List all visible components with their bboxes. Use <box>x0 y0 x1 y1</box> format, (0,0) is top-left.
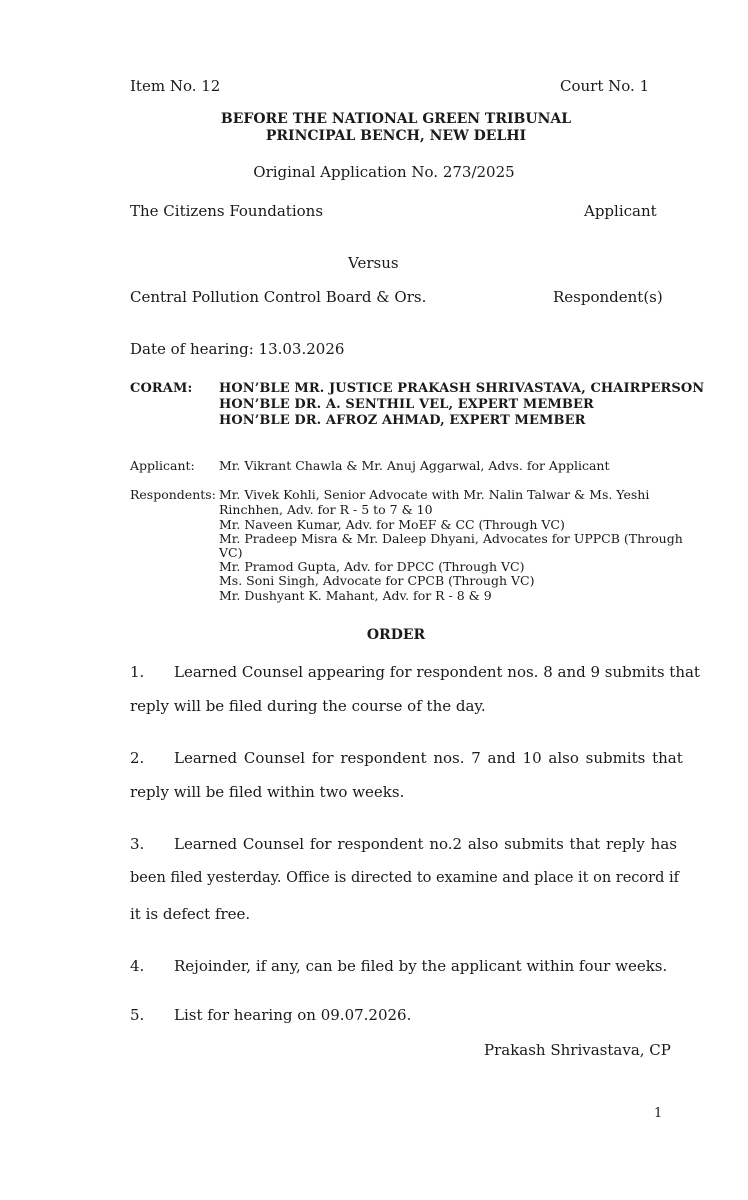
hearing-date: Date of hearing: 13.03.2026 <box>130 340 345 358</box>
paragraph-number: 2. <box>130 749 145 767</box>
applicant-name: The Citizens Foundations <box>130 202 324 220</box>
coram-label: CORAM: <box>130 381 193 396</box>
order-heading: ORDER <box>366 627 426 643</box>
applicant-appearance-label: Applicant: <box>130 458 195 473</box>
signature: Prakash Shrivastava, CP <box>484 1041 671 1059</box>
paragraph-text: Learned Counsel for respondent nos. 7 and 10 also submits that <box>174 749 683 767</box>
respondent-appearance-line: Mr. Pramod Gupta, Adv. for DPCC (Through VC) <box>219 559 525 574</box>
tribunal-title-line2: PRINCIPAL BENCH, NEW DELHI <box>265 128 527 144</box>
respondent-appearance-line: Mr. Naveen Kumar, Adv. for MoEF & CC (Through VC) <box>219 517 565 532</box>
respondent-appearance-line: Rinchhen, Adv. for R - 5 to 7 & 10 <box>219 502 433 517</box>
respondent-appearance-line: Ms. Soni Singh, Advocate for CPCB (Through VC) <box>219 573 535 588</box>
item-number: Item No. 12 <box>130 77 221 95</box>
application-number: Original Application No. 273/2025 <box>253 163 515 181</box>
page-number: 1 <box>654 1106 663 1121</box>
paragraph-number: 4. <box>130 957 145 975</box>
respondents-appearance-label: Respondents: <box>130 487 216 502</box>
coram-member: HON’BLE MR. JUSTICE PRAKASH SHRIVASTAVA, CHAIRPERSON <box>219 381 705 396</box>
paragraph-text: List for hearing on 09.07.2026. <box>174 1006 412 1024</box>
coram-member: HON’BLE DR. A. SENTHIL VEL, EXPERT MEMBER <box>219 397 594 412</box>
paragraph-text: Rejoinder, if any, can be filed by the applicant within four weeks. <box>174 957 668 975</box>
tribunal-title-line1: BEFORE THE NATIONAL GREEN TRIBUNAL <box>220 111 572 127</box>
paragraph-text: reply will be filed within two weeks. <box>130 783 405 801</box>
paragraph-text: Learned Counsel appearing for respondent nos. 8 and 9 submits that <box>174 663 700 681</box>
court-number: Court No. 1 <box>560 77 650 95</box>
applicant-appearance-text: Mr. Vikrant Chawla & Mr. Anuj Aggarwal, Advs. for Applicant <box>219 458 610 473</box>
coram-member: HON’BLE DR. AFROZ AHMAD, EXPERT MEMBER <box>219 413 586 428</box>
versus-label: Versus <box>348 254 399 272</box>
paragraph-text: been filed yesterday. Office is directed to examine and place it on record if <box>130 870 679 886</box>
respondent-appearance-line: Mr. Pradeep Misra & Mr. Daleep Dhyani, Advocates for UPPCB (Through <box>219 531 683 546</box>
respondent-role: Respondent(s) <box>553 288 663 306</box>
paragraph-text: it is defect free. <box>130 905 251 923</box>
respondent-appearance-line: Mr. Vivek Kohli, Senior Advocate with Mr. Nalin Talwar & Ms. Yeshi <box>219 487 650 502</box>
respondent-appearance-line: Mr. Dushyant K. Mahant, Adv. for R - 8 & 9 <box>219 588 492 603</box>
paragraph-text: reply will be filed during the course of the day. <box>130 697 486 715</box>
paragraph-text: Learned Counsel for respondent no.2 also submits that reply has <box>174 835 677 853</box>
applicant-role: Applicant <box>584 202 657 220</box>
paragraph-number: 3. <box>130 835 145 853</box>
paragraph-number: 5. <box>130 1006 145 1024</box>
paragraph-number: 1. <box>130 663 145 681</box>
respondent-appearance-line: VC) <box>219 545 243 560</box>
respondent-name: Central Pollution Control Board & Ors. <box>130 288 427 306</box>
